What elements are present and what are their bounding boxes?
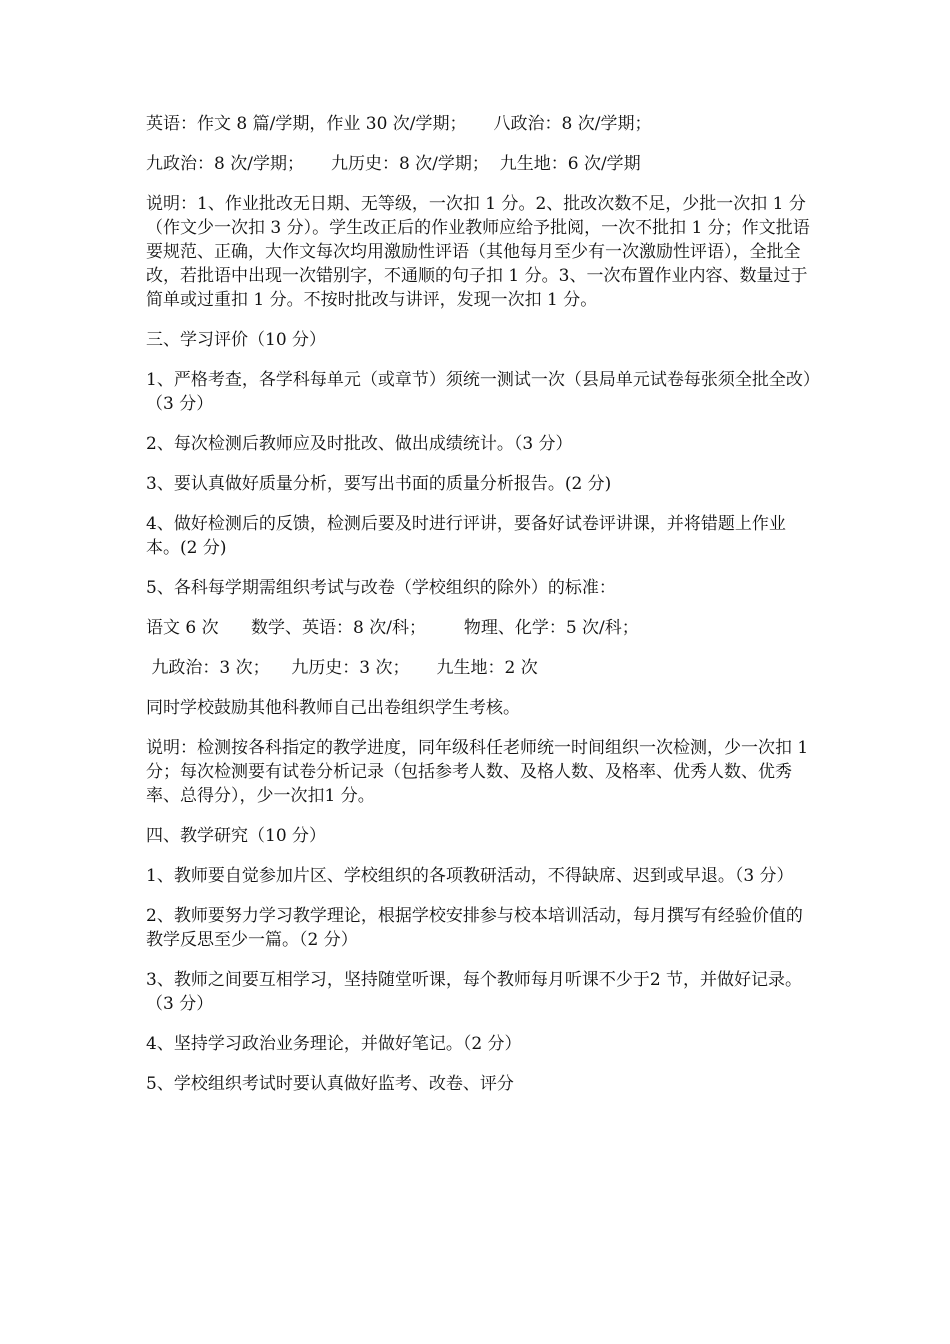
research-item-3: 3、教师之间要互相学习，坚持随堂听课，每个教师每月听课不少于2 节，并做好记录。（3 分）: [146, 970, 803, 1014]
grade9-homework-requirement: 九政治：8 次/学期； 九历史：8 次/学期； 九生地：6 次/学期: [146, 154, 641, 174]
exam-deduction-note: 说明：检测按各科指定的教学进度，同年级科任老师统一时间组织一次检测，少一次扣 1 分；每次检测要有试卷分析记录（包括参考人数、及格人数、及格率、优秀人数、优秀率、总得分），少一次扣1 分。: [146, 738, 814, 806]
section-heading-learning-evaluation: 三、学习评价（10 分）: [146, 330, 327, 350]
exam-count-standard-line-1: 语文 6 次 数学、英语：8 次/科； 物理、化学：5 次/科；: [146, 618, 639, 638]
document-body: [146, 112, 818, 1112]
research-item-1: 1、教师要自觉参加片区、学校组织的各项教研活动，不得缺席、迟到或早退。（3 分）: [146, 866, 794, 886]
evaluation-item-4: 4、做好检测后的反馈，检测后要及时进行评讲，要备好试卷评讲课，并将错题上作业本。(2 分): [146, 514, 786, 558]
evaluation-item-1: 1、严格考查，各学科每单元（或章节）须统一测试一次（县局单元试卷每张须全批全改）（3 分）: [146, 370, 812, 414]
research-item-2: 2、教师要努力学习教学理论，根据学校安排参与校本培训活动，每月撰写有经验价值的教学反思至少一篇。（2 分）: [146, 906, 803, 950]
research-item-4: 4、坚持学习政治业务理论，并做好笔记。（2 分）: [146, 1034, 522, 1054]
evaluation-item-2: 2、每次检测后教师应及时批改、做出成绩统计。（3 分）: [146, 434, 573, 454]
english-homework-requirement: 英语：作文 8 篇/学期，作业 30 次/学期； 八政治：8 次/学期；: [146, 114, 652, 134]
evaluation-item-3: 3、要认真做好质量分析，要写出书面的质量分析报告。(2 分): [146, 474, 612, 494]
teacher-exam-encouragement: 同时学校鼓励其他科教师自己出卷组织学生考核。: [146, 698, 520, 718]
homework-deduction-note: 说明：1、作业批改无日期、无等级，一次扣 1 分。2、批改次数不足，少批一次扣 1 分（作文少一次扣 3 分）。学生改正后的作业教师应给予批阅，一次不批扣 1 分；作文批语要规范、正确，大作文每次均用激励性评语（其他每月至少有一次激励性评语），全批全改，若批语中出现一次错别字，不通顺的句子扣 1 分。3、一次布置作业内容、数量过于简单或过重扣 1 分。不按时批改与讲评，发现一次扣 1 分。: [146, 194, 810, 310]
research-item-5: 5、学校组织考试时要认真做好监考、改卷、评分: [146, 1074, 514, 1094]
section-heading-teaching-research: 四、教学研究（10 分）: [146, 826, 327, 846]
evaluation-item-5: 5、各科每学期需组织考试与改卷（学校组织的除外）的标准：: [146, 578, 616, 598]
exam-count-standard-line-2: 九政治：3 次； 九历史：3 次； 九生地：2 次: [146, 658, 538, 678]
